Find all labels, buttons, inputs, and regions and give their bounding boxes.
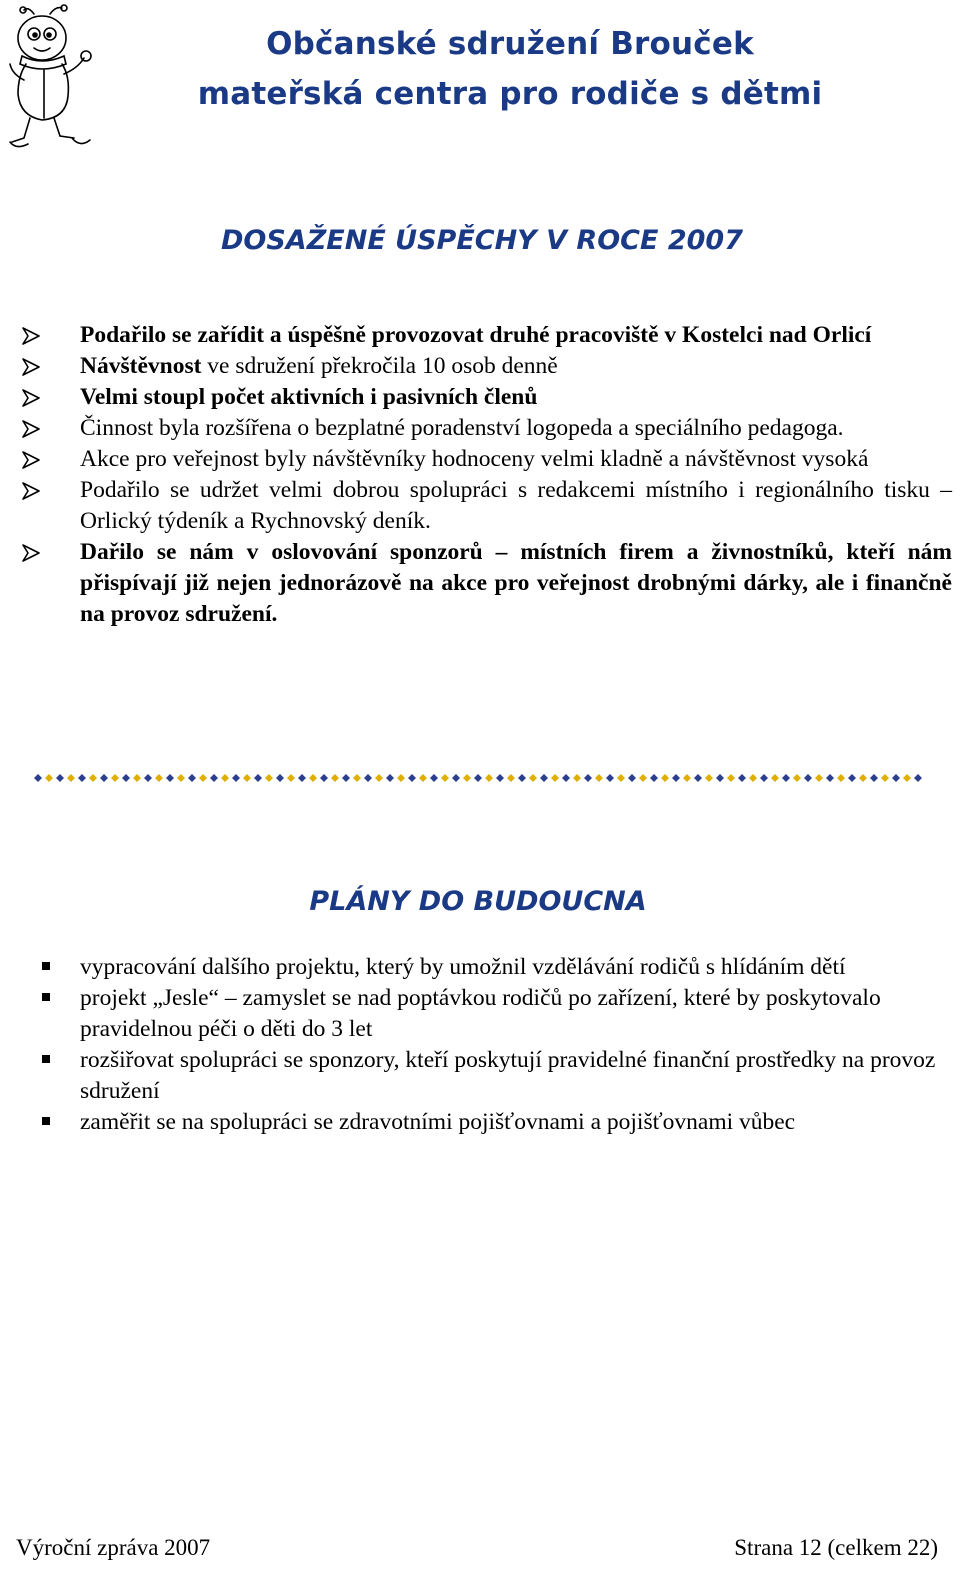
square-bullet-icon xyxy=(42,1117,50,1125)
list-item xyxy=(0,983,952,1045)
achievement-text: ve sdružení překročila 10 osob denně xyxy=(201,353,558,379)
list-item xyxy=(0,1045,952,1107)
arrow-bullet-icon xyxy=(22,544,40,562)
square-bullet-icon xyxy=(42,993,50,1001)
square-bullet-icon xyxy=(42,1055,50,1063)
achievement-text-bold: Velmi stoupl počet aktivních i pasivních členů xyxy=(80,384,538,410)
list-item xyxy=(0,952,952,983)
arrow-bullet-icon xyxy=(22,327,40,345)
achievement-text-bold: Návštěvnost xyxy=(80,353,202,379)
plan-text: zaměřit se na spolupráci se zdravotními pojišťovnami a pojišťovnami vůbec xyxy=(80,1109,796,1135)
list-item xyxy=(0,537,952,630)
achievement-text-bold: Podařilo se zařídit a úspěšně provozovat druhé pracoviště v Kostelci nad Orlicí xyxy=(80,322,872,348)
achievement-text: Akce pro veřejnost byly návštěvníky hodnoceny velmi kladně a návštěvnost vysoká xyxy=(80,446,869,472)
beetle-mascot-logo-icon xyxy=(4,4,100,154)
arrow-bullet-icon xyxy=(22,358,40,376)
footer-page-number: Strana 12 (celkem 22) xyxy=(734,1535,938,1560)
plans-heading: PLÁNY DO BUDOUCNA xyxy=(309,886,647,917)
achievement-text-bold: Dařilo se nám v oslovování sponzorů – místních firem a živnostníků, kteří nám přispívají již nejen jednorázově na akce pro veřejnost drobnými dárky, ale i finančně na provoz sdružení. xyxy=(80,539,952,627)
organization-subtitle: mateřská centra pro rodiče s dětmi xyxy=(197,76,823,112)
arrow-bullet-icon xyxy=(22,482,40,500)
square-bullet-icon xyxy=(42,962,50,970)
list-item xyxy=(0,320,952,351)
plan-text: rozšiřovat spolupráci se sponzory, kteří poskytují pravidelné finanční prostředky na provoz sdružení xyxy=(80,1047,936,1104)
arrow-bullet-icon xyxy=(22,389,40,407)
plans-list xyxy=(0,952,960,1138)
plan-text: projekt „Jesle“ – zamyslet se nad poptávkou rodičů po zařízení, které by poskytovalo pravidelnou péči o děti do 3 let xyxy=(80,985,881,1042)
plan-text: vypracování dalšího projektu, který by umožnil vzdělávání rodičů s hlídáním dětí xyxy=(80,954,846,980)
organization-name: Občanské sdružení Brouček xyxy=(266,26,754,62)
arrow-bullet-icon xyxy=(22,420,40,438)
achievements-list xyxy=(0,320,960,630)
decorative-dotted-divider-icon xyxy=(32,768,930,788)
footer-report-title: Výroční zpráva 2007 xyxy=(16,1535,211,1560)
list-item xyxy=(0,413,952,444)
list-item xyxy=(0,382,952,413)
list-item xyxy=(0,444,952,475)
list-item xyxy=(0,351,952,382)
achievements-heading: DOSAŽENÉ ÚSPĚCHY V ROCE 2007 xyxy=(221,225,743,256)
arrow-bullet-icon xyxy=(22,451,40,469)
list-item xyxy=(0,475,952,537)
achievement-text: Činnost byla rozšířena o bezplatné poradenství logopeda a speciálního pedagoga. xyxy=(80,415,844,441)
achievement-text: Podařilo se udržet velmi dobrou spolupráci s redakcemi místního i regionálního tisku – Orlický týdeník a Rychnovský deník. xyxy=(80,477,952,534)
list-item xyxy=(0,1107,952,1138)
